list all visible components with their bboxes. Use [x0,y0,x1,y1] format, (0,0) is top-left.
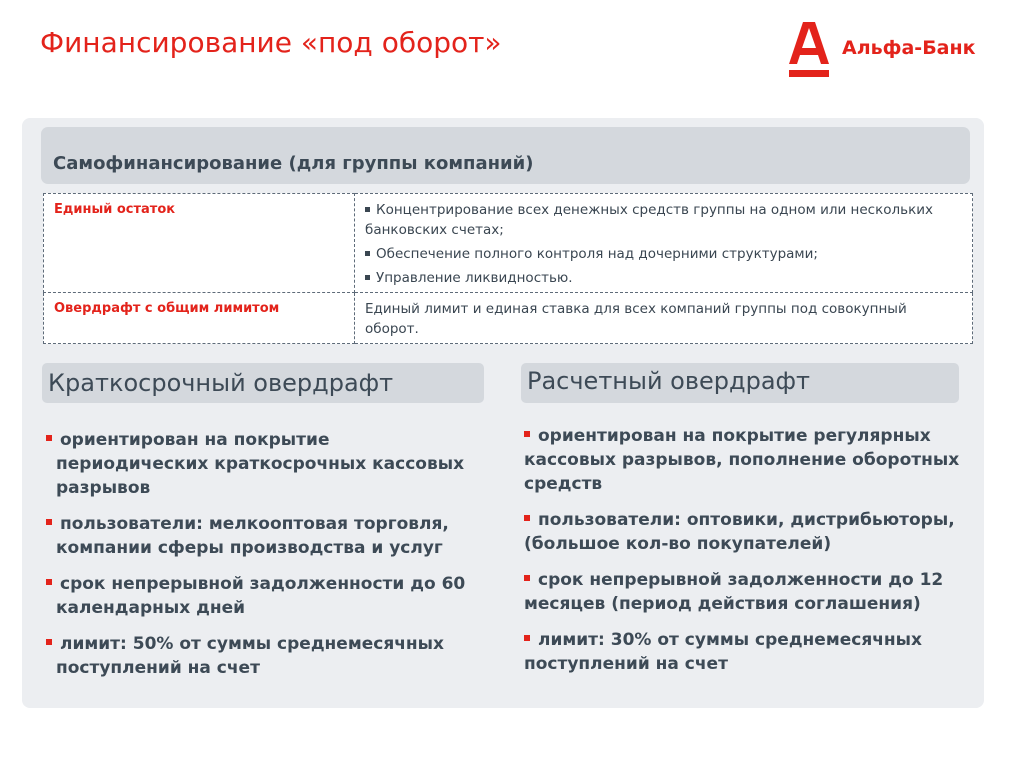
short-term-overdraft-title: Краткосрочный овердрафт [48,369,394,397]
self-financing-title: Самофинансирование (для группы компаний) [53,153,534,174]
page-title: Финансирование «под оборот» [40,26,502,59]
list-item-text: Концентрирование всех денежных средств группы на одном или нескольких банковских счетах; [365,202,934,238]
list-item [46,428,476,500]
bullet-icon [46,435,52,441]
settlement-overdraft-list [524,424,964,688]
list-item-text: ориентирован на покрытие периодических краткосрочных кассовых разрывов [56,430,465,498]
list-item [524,568,964,616]
row-label: Единый остаток [44,194,355,293]
list-item [524,628,964,676]
alfa-bank-logo [784,20,994,80]
row-content: Единый лимит и единая ставка для всех компаний группы под совокупный оборот. [355,293,973,344]
bullet-icon [46,519,52,525]
alfa-letter-icon [784,20,834,80]
bullet-icon [524,575,530,581]
list-item [365,268,962,288]
table-row [44,293,973,344]
list-item-text: пользователи: мелкооптовая торговля, компании сферы производства и услуг [56,514,449,558]
list-item [46,512,476,560]
bullet-icon [46,639,52,645]
list-item-text: срок непрерывной задолженности до 60 календарных дней [56,574,466,618]
self-financing-header [41,127,970,184]
brand-name: Альфа-Банк [842,37,976,59]
list-item-text: срок непрерывной задолженности до 12 месяцев (период действия соглашения) [524,570,944,614]
list-item-text: лимит: 30% от суммы среднемесячных поступлений на счет [524,630,922,674]
bullet-icon [524,635,530,641]
list-item [524,424,964,496]
list-item [365,244,962,264]
list-item [365,200,962,240]
bullet-icon [365,207,370,212]
list-item [46,572,476,620]
bullet-icon [46,579,52,585]
bullet-icon [524,515,530,521]
list-item-text: Обеспечение полного контроля над дочерними структурами; [376,246,818,262]
short-term-overdraft-list [46,428,476,692]
list-item-text: Управление ликвидностью. [376,270,573,286]
settlement-overdraft-header [521,363,959,403]
list-item-text: пользователи: оптовики, дистрибьюторы, (большое кол-во покупателей) [524,510,955,554]
short-term-overdraft-header [42,363,484,403]
list-item [46,632,476,680]
list-item [524,508,964,556]
bullet-icon [524,431,530,437]
list-item-text: лимит: 50% от суммы среднемесячных поступлений на счет [56,634,444,678]
list-item-text: ориентирован на покрытие регулярных кассовых разрывов, пополнение оборотных средств [524,426,960,494]
row-label: Овердрафт с общим лимитом [44,293,355,344]
self-financing-table [43,193,973,344]
bullet-icon [365,275,370,280]
bullet-icon [365,251,370,256]
table-row [44,194,973,293]
settlement-overdraft-title: Расчетный овердрафт [527,367,811,395]
row-content [355,194,973,293]
